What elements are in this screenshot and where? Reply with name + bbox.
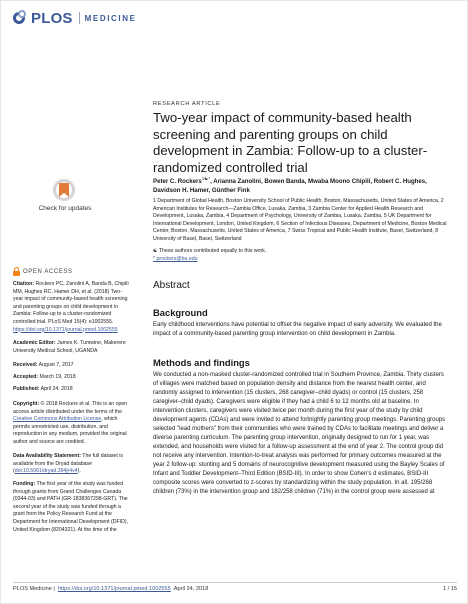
page-footer	[13, 586, 457, 592]
abstract-heading: Abstract	[153, 280, 190, 291]
citation-block: Citation: Rockers PC, Zanolini A, Banda B, Chipili MM, Hughes RC, Hamer DH, et al. (2018) Two-year impact of community-based health screening and parenting groups on child development in Zambia: Follow-up to a cluster-randomized controlled trial. PLoS Med 15(4): e1002555. https://doi.org/10.1371/journal.pmed.1002555	[13, 281, 129, 333]
methods-heading: Methods and findings	[153, 357, 250, 368]
article-title: Two-year impact of community-based health screening and parenting groups on child development in Zambia: Follow-up to a cluster-randomized controlled trial	[153, 110, 428, 175]
author-list: Peter C. Rockers$^{1☯*}$, Arianna Zanolini, Bowen Banda, Mwaba Moono Chipili, Robert C. Hughes, Davidson H. Hamer, Günther Fink	[153, 176, 427, 195]
affiliations: 1 Department of Global Health, Boston University School of Public Health, Boston, Massachusetts, United States of America, 2 American Institutes for Research—Zambia Office, Lusaka, Zambia, 3 Zambia Center for Applied Health Research and Development, Lusaka, Zambia, 4 Department of Psychology, University of Zambia, Lusaka, Zambia, 5 UK Department for International Development, London, United Kingdom, 6 Section of Infectious Diseases, Department of Medicine, Boston Medical Center, Boston, Massachusetts, United States of America, 7 Swiss Tropical and Public Health Institute, Basel, Switzerland, 8 University of Basel, Basel, Switzerland	[153, 198, 447, 242]
received-date: Received: August 7, 2017	[13, 362, 74, 368]
page-number: 1 / 15	[443, 586, 457, 592]
academic-editor-block: Academic Editor: James K. Tumwine, Makerere University Medical School, UGANDA	[13, 340, 126, 354]
cc-license-link[interactable]: Creative Commons Attribution License	[13, 416, 102, 423]
methods-text: We conducted a non-masked cluster-randomized controlled trial in Southern Province, Zambia. Thirty clusters of villages were matched based on population density and distance from the nearest health center, and randomly assigned to intervention (15 clusters, 268 caregiver–child dyads) or control (15 clusters, 258 caregiver–child dyads). Caregivers were eligible if they had a child 6 to 12 months old at baseline. In intervention clusters, caregivers were visited twice per month during the first year of the study by child development agents (CDAs) and were invited to attend fortnightly parenting group meetings. Parenting groups selected "lead mothers" from their communities who were trained by CDAs to facilitate meetings and deliver a diverse parenting curriculum. The parenting group intervention, originally designed to run for 1 year, was extended, and households were visited for a follow-up assessment at the end of year 2. The control group did not receive any intervention. Intention-to-treat analysis was performed for primary outcomes measured at the year 2 follow-up: stunting and 5 domains of neurocognitive development measured using the Bayley Scales of Infant and Toddler Development–Third Edition (BSID-III). In order to show Cohen's d estimates, BSID-III composite scores were converted to z-scores by standardizing within the study population. In all, 195/268 children (73%) in the intervention group and 182/258 children (71%) in the control group were assessed at	[153, 372, 446, 495]
journal-name: MEDICINE	[84, 13, 137, 23]
open-access-label: OPEN ACCESS	[23, 268, 73, 275]
background-heading: Background	[153, 307, 208, 318]
logo-text: PLOS	[31, 9, 73, 27]
corresponding-email-link[interactable]: * prockers@bu.edu	[153, 255, 198, 262]
copyright-block: Copyright: © 2018 Rockers et al. This is an open access article distributed under the terms of the Creative Commons Attribution License, which permits unrestricted use, distribution, and reproduction in any medium, provided the original author and source are credited.	[13, 401, 128, 445]
plos-logo[interactable]	[13, 9, 137, 27]
footer-date: April 24, 2018	[173, 586, 209, 592]
article-type: RESEARCH ARTICLE	[153, 101, 221, 107]
check-for-updates-badge[interactable]	[35, 179, 95, 231]
data-availability-block: Data Availability Statement: The full dataset is available from the Dryad database (doi:10.5061/dryad.394jr4v4).	[13, 453, 123, 475]
open-access-badge	[13, 267, 73, 276]
background-text: Early childhood interventions have potential to offset the negative impact of early adversity. We evaluated the impact of a community-based parenting group intervention on child development in Zambia.	[153, 322, 442, 337]
funding-block: Funding: The first year of the study was funded through grants from Grand Challenges Canada (0344-03) and PATH (GR-1838367298-GRT). The second year of the study was funded through a grant from the Policy Research Fund at the Department for International Development (DFID), United Kingdom (8204321). At the time of the	[13, 481, 129, 533]
contribution-note: ☯ These authors contributed equally to this work. * prockers@bu.edu	[153, 248, 449, 263]
check-for-updates-label: Check for updates	[38, 205, 92, 212]
citation-doi-link[interactable]: https://doi.org/10.1371/journal.pmed.1002555	[13, 326, 118, 333]
published-date: Published: April 24, 2018	[13, 386, 73, 392]
open-access-lock-icon	[13, 267, 20, 276]
logo-separator	[79, 12, 80, 24]
accepted-date: Accepted: March 19, 2018	[13, 374, 76, 380]
plos-logo-icon	[13, 10, 29, 26]
footer-divider	[13, 582, 457, 583]
footer-doi-link[interactable]: https://doi.org/10.1371/journal.pmed.1002555	[57, 586, 171, 592]
dryad-doi-link[interactable]: doi:10.5061/dryad.394jr4v4	[14, 468, 78, 475]
footer-journal: PLOS Medicine |	[13, 586, 55, 592]
